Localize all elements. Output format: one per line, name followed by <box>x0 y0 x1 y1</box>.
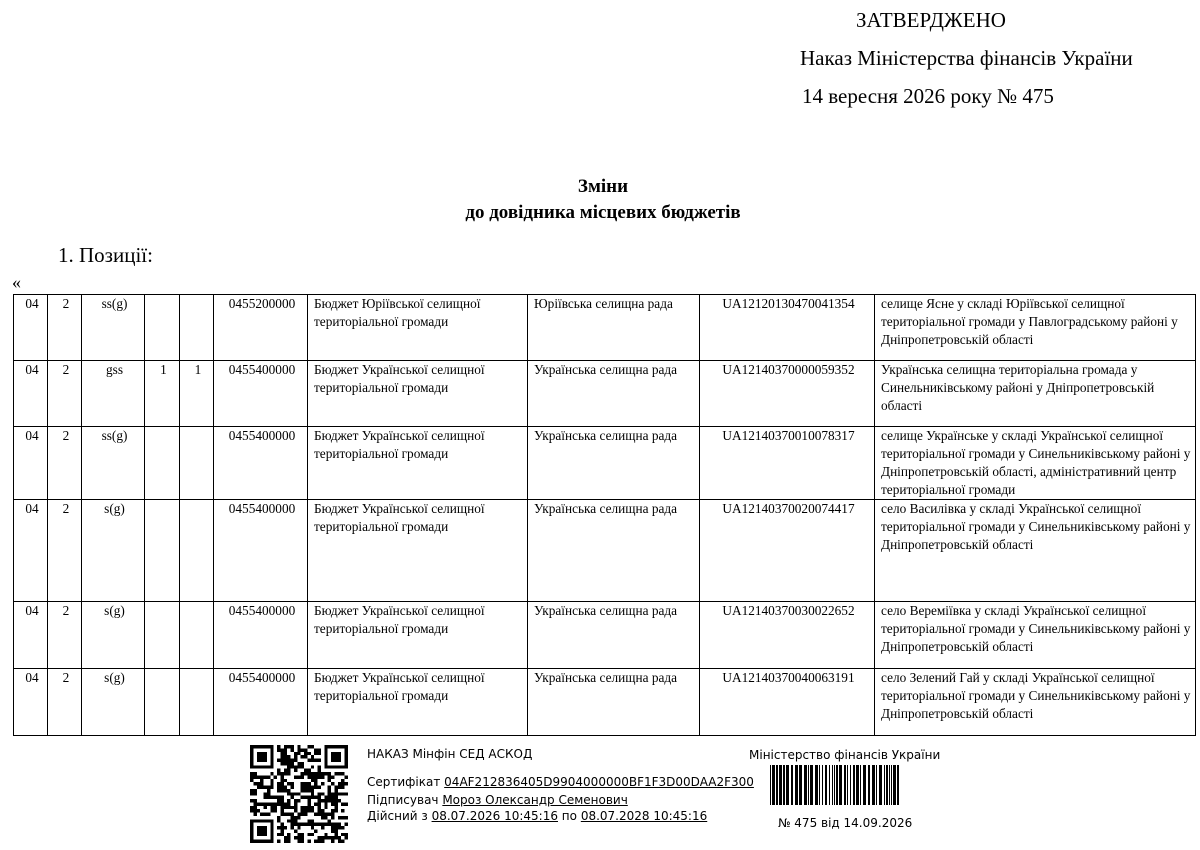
flag-b-cell <box>180 602 214 669</box>
council-cell: Українська селищна рада <box>528 602 700 669</box>
certificate-label: Сертифікат <box>367 775 445 789</box>
katottg-code-cell: UA12140370030022652 <box>700 602 875 669</box>
section-code-cell: 04 <box>14 427 48 500</box>
budget-code-cell: 0455400000 <box>214 602 308 669</box>
budget-name-cell: Бюджет Української селищної територіальної громади <box>308 427 528 500</box>
budget-name-cell: Бюджет Української селищної територіальної громади <box>308 500 528 602</box>
flag-a-cell <box>145 602 180 669</box>
certificate-line <box>367 776 754 788</box>
level-code-cell: 2 <box>48 602 82 669</box>
type-code-cell: ss(g) <box>82 295 145 361</box>
positions-table <box>13 294 1196 736</box>
registration-ministry: Міністерство фінансів України <box>749 748 941 762</box>
council-cell: Українська селищна рада <box>528 361 700 427</box>
type-code-cell: ss(g) <box>82 427 145 500</box>
type-code-cell: gss <box>82 361 145 427</box>
registration-number: № 475 від 14.09.2026 <box>778 816 913 830</box>
signature-system: НАКАЗ Мінфін СЕД АСКОД <box>367 747 533 761</box>
description-cell: селище Ясне у складі Юріївської селищної територіальної громади у Павлоградському районі у Дніпропетровській області <box>875 295 1196 361</box>
type-code-cell: s(g) <box>82 602 145 669</box>
council-cell: Українська селищна рада <box>528 500 700 602</box>
katottg-code-cell: UA12140370020074417 <box>700 500 875 602</box>
budget-code-cell: 0455400000 <box>214 361 308 427</box>
certificate-value: 04AF212836405D9904000000BF1F3D00DAA2F300 <box>444 775 754 789</box>
type-code-cell: s(g) <box>82 500 145 602</box>
section-code-cell: 04 <box>14 669 48 736</box>
council-cell: Українська селищна рада <box>528 669 700 736</box>
section-code-cell: 04 <box>14 500 48 602</box>
approved-label: ЗАТВЕРДЖЕНО <box>856 8 1006 32</box>
flag-a-cell: 1 <box>145 361 180 427</box>
document-subtitle: до довідника місцевих бюджетів <box>465 202 741 223</box>
flag-b-cell <box>180 669 214 736</box>
flag-a-cell <box>145 427 180 500</box>
description-cell: село Зелений Гай у складі Української селищної територіальної громади у Синельниківському районі у Дніпропетровській області <box>875 669 1196 736</box>
description-cell: село Вереміївка у складі Української селищної територіальної громади у Синельниківському районі у Дніпропетровській області <box>875 602 1196 669</box>
budget-name-cell: Бюджет Юріївської селищної територіальної громади <box>308 295 528 361</box>
table-row <box>14 361 1196 427</box>
table-row <box>14 500 1196 602</box>
document-title: Зміни <box>577 176 629 197</box>
signer-label: Підписувач <box>367 793 443 807</box>
valid-label: Дійсний з <box>367 809 432 823</box>
description-cell: Українська селищна територіальна громада у Синельниківському районі у Дніпропетровській області <box>875 361 1196 427</box>
description-cell: село Василівка у складі Української селищної територіальної громади у Синельниківському районі у Дніпропетровській області <box>875 500 1196 602</box>
type-code-cell: s(g) <box>82 669 145 736</box>
order-line: Наказ Міністерства фінансів України <box>800 46 1133 70</box>
flag-a-cell <box>145 500 180 602</box>
description-cell: селище Українське у складі Української селищної територіальної громади у Синельниківському районі у Дніпропетровській області, адміністративний центр територіальної громади <box>875 427 1196 500</box>
katottg-code-cell: UA12140370000059352 <box>700 361 875 427</box>
flag-b-cell: 1 <box>180 361 214 427</box>
section-label: 1. Позиції: <box>58 243 153 267</box>
signer-line <box>367 794 628 806</box>
katottg-code-cell: UA12140370040063191 <box>700 669 875 736</box>
barcode-icon <box>770 765 900 805</box>
budget-code-cell: 0455400000 <box>214 427 308 500</box>
budget-code-cell: 0455400000 <box>214 500 308 602</box>
level-code-cell: 2 <box>48 427 82 500</box>
qr-code-icon <box>250 745 348 843</box>
table-row <box>14 427 1196 500</box>
valid-from: 08.07.2026 10:45:16 <box>431 809 558 823</box>
level-code-cell: 2 <box>48 500 82 602</box>
katottg-code-cell: UA12140370010078317 <box>700 427 875 500</box>
signer-value: Мороз Олександр Семенович <box>442 793 628 807</box>
section-code-cell: 04 <box>14 361 48 427</box>
level-code-cell: 2 <box>48 669 82 736</box>
katottg-code-cell: UA12120130470041354 <box>700 295 875 361</box>
section-code-cell: 04 <box>14 295 48 361</box>
validity-line <box>367 810 707 822</box>
open-quote: « <box>12 272 21 292</box>
valid-separator: по <box>557 809 581 823</box>
flag-b-cell <box>180 500 214 602</box>
budget-name-cell: Бюджет Української селищної територіальної громади <box>308 602 528 669</box>
council-cell: Юріївська селищна рада <box>528 295 700 361</box>
flag-a-cell <box>145 295 180 361</box>
budget-name-cell: Бюджет Української селищної територіальної громади <box>308 361 528 427</box>
table-row <box>14 295 1196 361</box>
positions-table-body <box>14 295 1196 736</box>
section-code-cell: 04 <box>14 602 48 669</box>
level-code-cell: 2 <box>48 295 82 361</box>
budget-code-cell: 0455400000 <box>214 669 308 736</box>
level-code-cell: 2 <box>48 361 82 427</box>
order-date-line: 14 вересня 2026 року № 475 <box>802 84 1054 108</box>
council-cell: Українська селищна рада <box>528 427 700 500</box>
flag-b-cell <box>180 295 214 361</box>
flag-a-cell <box>145 669 180 736</box>
flag-b-cell <box>180 427 214 500</box>
table-row <box>14 669 1196 736</box>
budget-code-cell: 0455200000 <box>214 295 308 361</box>
budget-name-cell: Бюджет Української селищної територіальної громади <box>308 669 528 736</box>
valid-to: 08.07.2028 10:45:16 <box>580 809 708 823</box>
table-row <box>14 602 1196 669</box>
